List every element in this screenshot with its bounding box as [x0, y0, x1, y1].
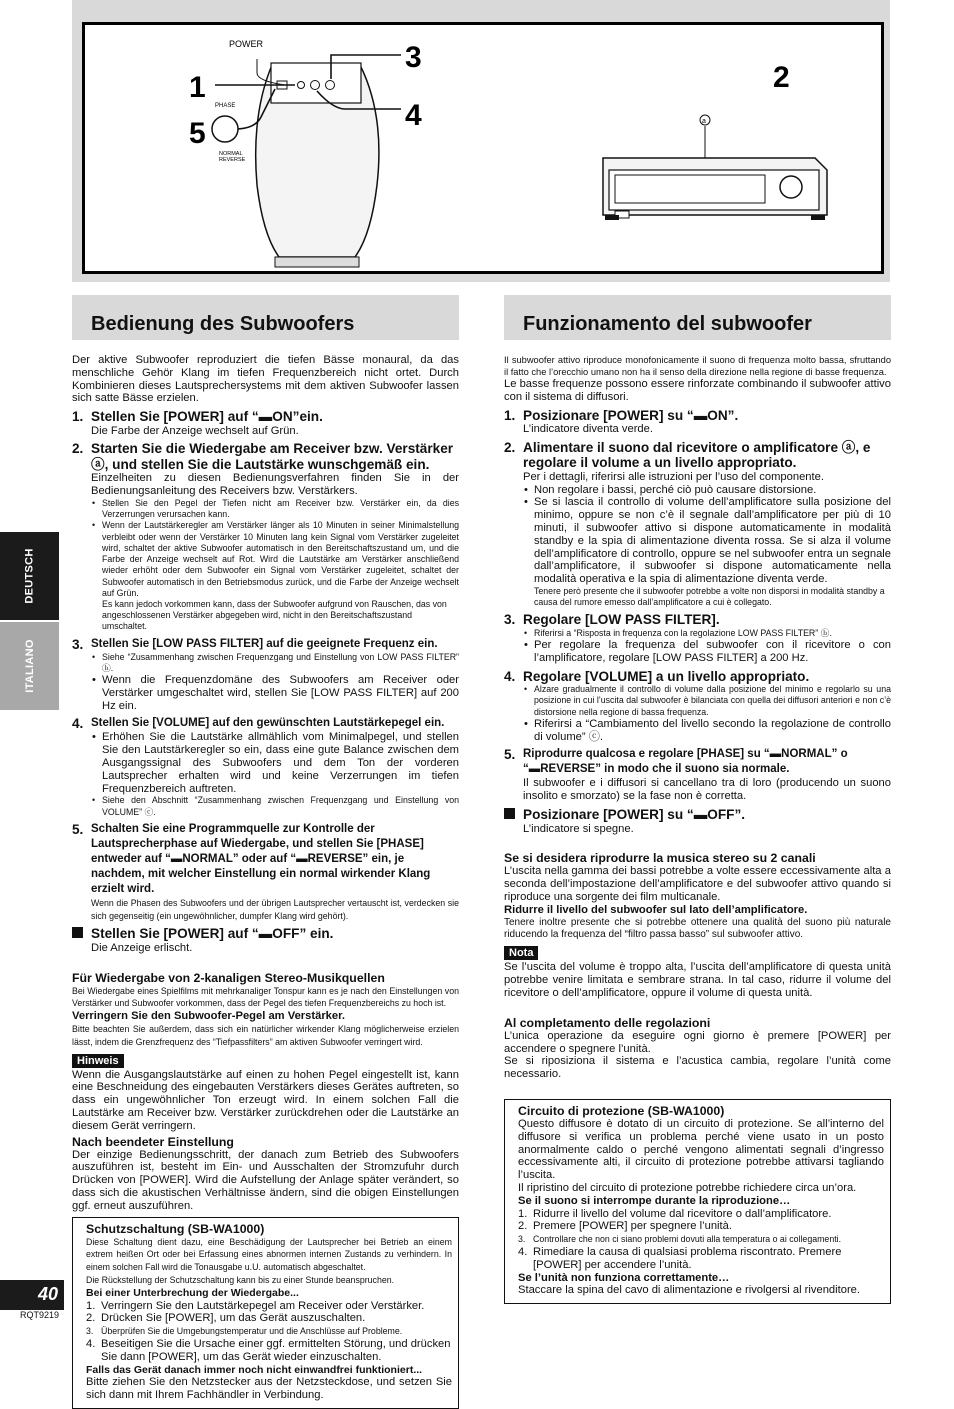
step-number: 4.: [72, 716, 84, 732]
list-item: 3. Überprüfen Sie die Umgebungstemperatur und die Anschlüsse auf Probleme.: [86, 1326, 403, 1337]
tab-deutsch-label: DEUTSCH: [23, 548, 36, 604]
bullet-item: • Non regolare i bassi, perché ciò può causare distorsione.: [523, 484, 891, 497]
step-note: Es kann jedoch vorkommen kann, dass der Subwoofer aufgrund von Rauschen, das von angeschlossenen Verstärker abgegeben wird, nicht in den Bereitschaftszustand umschaltet.: [102, 598, 447, 632]
after-text: Der einzige Bedienungsschritt, der danach zum Betrieb des Subwoofers auszuführen ist, besteht im Ein- und Ausschalten der Stromzufuhr durch Drücken von [POWER]. Wird die Aufstellung der Anlage später verändert, so dass sich die akustischen Verhältnisse ändern, sind die obigen Einstellungen ggf. erneut auszuführen.: [72, 1148, 459, 1212]
after-heading: Nach beendeter Einstellung: [72, 1134, 234, 1149]
list-item: 2. Drücken Sie [POWER], um das Gerät auszuschalten.: [86, 1312, 366, 1325]
list-item: 3. Controllare che non ci siano problemi dovuti alla temperatura o ai collegamenti.: [518, 1234, 842, 1245]
protection-title: Circuito di protezione (SB-WA1000): [518, 1103, 725, 1118]
stereo-heading: Se si desidera riprodurre la musica stereo su 2 canali: [504, 851, 816, 866]
step-description: Die Farbe der Anzeige wechselt auf Grün.: [91, 424, 299, 437]
step-title: Stellen Sie [POWER] auf “▬ON”ein.: [91, 409, 323, 425]
bullet-item: • Riferirsi a “Cambiamento del livello secondo la regolazione de controllo di volume” ⓒ.: [523, 718, 891, 744]
normal-label: NORMAL: [219, 151, 243, 157]
protection-end: Staccare la spina del cavo di alimentazione e rivolgersi al rivenditore.: [518, 1284, 861, 1297]
italian-step-off: [504, 807, 891, 835]
stereo-heading: Für Wiedergabe von 2-kanaligen Stereo-Musikquellen: [72, 970, 385, 985]
german-intro: Der aktive Subwoofer reproduziert die tiefen Bässe monaural, da das menschliche Gehör Klang im tiefen Frequenzbereich nicht ortet. Durch Kombinieren dieses Lautsprechersystems mit dem aktiven Subwoofer lassen sich satte Bässe erzielen.: [72, 354, 459, 405]
tab-italiano[interactable]: [0, 622, 59, 710]
step-description: Die Anzeige erlischt.: [91, 941, 193, 954]
step-title: Starten Sie die Wiedergabe am Receiver bzw. Verstärker ⓐ, und stellen Sie die Lautstärke wunschgemäß ein.: [91, 441, 454, 472]
step-note: Tenere però presente che il subwoofer potrebbe a volte non disporsi in modalità standby a causa del rumore emesso dall’amplificatore a cui è collegato.: [534, 586, 885, 608]
step-description: Il subwoofer e i diffusori si cancellano tra di loro (producendo un suono insolito e smorzato) se la fase non è corretta.: [523, 777, 891, 803]
after-heading: Al completamento delle regolazioni: [504, 1015, 711, 1030]
bullet-item: • Siehe den Abschnitt “Zusammenhang zwischen Frequenzgang und Einstellung von VOLUME” ⓒ.: [91, 795, 459, 817]
step-number: 2.: [72, 441, 84, 457]
german-step-off: [72, 926, 459, 954]
step-title: Stellen Sie [POWER] auf “▬OFF” ein.: [91, 926, 334, 942]
after-text-2: Se si riposiziona il sistema e l’acustica cambia, regolare l’unità come necessario.: [504, 1055, 891, 1081]
protection-sub-heading: Se l’unità non funziona correttamente…: [518, 1271, 730, 1284]
callout-1: 1: [189, 71, 206, 104]
list-item: 4. Rimediare la causa di qualsiasi problema riscontrato. Premere [POWER] per accendere l’unità.: [518, 1245, 842, 1271]
step-description: L’indicatore si spegne.: [523, 822, 634, 835]
german-step-1: [72, 409, 459, 437]
step-description: L’indicatore diventa verde.: [523, 423, 653, 436]
german-step-4: [72, 716, 459, 817]
step-title: Stellen Sie [LOW PASS FILTER] auf die geeignete Frequenz ein.: [91, 637, 438, 650]
callout-2: 2: [773, 61, 790, 94]
bullet-item: • Stellen Sie den Pegel der Tiefen nicht am Receiver bzw. Verstärker ein, da dies Verzerrungen verursachen kann.: [91, 498, 459, 520]
protection-box: [72, 1217, 459, 1409]
protection-sub-heading: Bei einer Unterbrechung der Wiedergabe...: [86, 1286, 299, 1299]
bullet-item: • Erhöhen Sie die Lautstärke allmählich vom Minimalpegel, und stellen Sie den Lautstärkeregler so ein, dass eine gute Balance zwischen dem Ausgangssignal des Subwoofers und dem Ton der vorderen Lautsprecher erhalten wird und keine Verzerrungen im tiefen Frequenzbereich auftreten.: [91, 731, 459, 795]
italian-step-3: [504, 612, 891, 664]
step-number: 5.: [504, 747, 516, 763]
protection-title: Schutzschaltung (SB-WA1000): [86, 1221, 265, 1236]
german-step-3: [72, 637, 459, 713]
bullet-item: • Alzare gradualmente il controllo di volume dalla posizione del minimo e regolarlo su una posizione in cui l’uscita dal subwoofer è bilanciata con quella dei diffusori anteriori e non c’è distorsione nella regione di bassa frequenza.: [523, 684, 891, 718]
square-bullet-icon: [504, 807, 515, 822]
tab-deutsch[interactable]: [0, 532, 59, 620]
italian-column: [504, 295, 891, 1304]
italian-intro: Le basse frequenze possono essere rinforzate combinando il subwoofer attivo con il sistema di diffusori.: [504, 378, 891, 403]
power-label: POWER: [229, 39, 264, 49]
italian-step-5: [504, 747, 891, 803]
subwoofer-illustration: [85, 25, 881, 271]
step-title: Alimentare il suono dal ricevitore o amplificatore ⓐ, e regolare il volume a un livello appropriato.: [523, 439, 871, 471]
italian-step-4: [504, 669, 891, 744]
italian-step-2: [504, 440, 891, 609]
step-title: Stellen Sie [VOLUME] auf den gewünschten Lautstärkepegel ein.: [91, 717, 445, 730]
italian-step-1: [504, 408, 891, 436]
document-code: RQT9219: [20, 1310, 60, 1320]
callout-4: 4: [405, 99, 422, 132]
protection-text: Diese Schaltung dient dazu, eine Beschädigung der Lautsprecher bei Betrieb an einem extrem heißen Ort oder bei Erfassung eines abnormen internen Zustands zu verhindern. In einem solchen Fall wird die Tonausgabe u.U. automatisch abgeschaltet.: [86, 1236, 452, 1273]
protection-box: [504, 1099, 891, 1304]
protection-text: Questo diffusore è dotato di un circuito di protezione. Se all’interno del diffusore si verifica un problema perché viene usato in un posto anormalmente caldo o perché vengono alimentati segnali d’ingresso eccessivamente alti, il circuito di protezione potrebbe attivarsi tagliando l’uscita.: [518, 1117, 884, 1182]
marker-a-label: a: [702, 118, 706, 125]
hint-label: Hinweis: [72, 1054, 124, 1068]
step-number: 3.: [504, 612, 516, 628]
page-number: 40: [0, 1280, 64, 1310]
step-title: Posizionare [POWER] su “▬OFF”.: [523, 807, 746, 823]
hint-text: Wenn die Ausgangslautstärke auf einen zu hohen Pegel eingestellt ist, kann eine Beschneidung des eingebauten Verstärkers dieses Gerätes auftreten, so dass ein ungewöhnlicher Ton erzeugt wird. In einem solchen Fall die Lautstärke am Receiver bzw. Verstärker zurückdrehen oder die Lautstärke an diesem Gerät verringern.: [72, 1068, 459, 1132]
italian-intro-small: Il subwoofer attivo riproduce monofonicamente il suono di frequenza molto bassa, sfruttando il fatto che l’orecchio umano non ha il senso della direzione nella regione di basse frequenza.: [504, 355, 891, 377]
step-title: Schalten Sie eine Programmquelle zur Kontrolle der Lautsprecherphase auf Wiedergabe, und stellen Sie [PHASE] entweder auf “▬NORMAL” oder auf “▬REVERSE” ein, je nachdem, mit welcher Einstellung ein normal wirkender Klang erzielt wird.: [91, 822, 431, 895]
step-number: 4.: [504, 668, 516, 684]
list-item: 4. Beseitigen Sie die Ursache einer ggf. ermittelten Störung, und drücken Sie dann [POWER], um das Gerät wieder einzuschalten.: [86, 1337, 451, 1363]
step-number: 5.: [72, 821, 84, 837]
illustration-panel: [72, 0, 890, 282]
protection-text-2: Il ripristino del circuito di protezione potrebbe richiedere circa un’ora.: [518, 1181, 857, 1194]
bullet-item: • Wenn der Lautstärkeregler am Verstärker länger als 10 Minuten in seiner Minimalstellung verbleibt oder wenn der Verstärker 10 Minuten lang kein Signal vom Verstärker zugeleitet wird, schaltet der aktive Subwoofer automatisch in den Bereitschaftszustand um, und die Farbe der Anzeige wechselt auf Rot. Wird die Lautstärke am Verstärker anschließend wieder erhöht oder dem Subwoofer ein Signal vom Verstärker zugeleitet, schaltet der Subwoofer automatisch in den Betriebsmodus zurück, und die Farbe der Anzeige wechselt auf Grün.: [91, 520, 459, 598]
callout-3: 3: [405, 41, 422, 74]
german-step-5: [72, 822, 459, 923]
step-title: Posizionare [POWER] su “▬ON”.: [523, 407, 739, 423]
reverse-label: REVERSE: [219, 157, 246, 163]
protection-sub-heading: Falls das Gerät danach immer noch nicht einwandfrei funktioniert...: [86, 1363, 423, 1376]
german-section-title: Bedienung des Subwoofers: [72, 295, 459, 340]
protection-end: Bitte ziehen Sie den Netzstecker aus der Netzsteckdose, und setzen Sie sich dann mit Ihrem Fachhändler in Verbindung.: [86, 1376, 452, 1402]
list-item: 2. Premere [POWER] per spegnere l’unità.: [518, 1220, 732, 1233]
german-column: [72, 295, 459, 1409]
italian-section-title: Funzionamento del subwoofer: [504, 295, 891, 340]
list-item: 1. Verringern Sie den Lautstärkepegel am Receiver oder Verstärker.: [86, 1299, 425, 1312]
step-title: Regolare [LOW PASS FILTER].: [523, 612, 720, 628]
bullet-item: • Riferirsi a “Risposta in frequenza con la regolazione LOW PASS FILTER” ⓑ.: [523, 628, 891, 639]
stereo-text-2: Bitte beachten Sie außerdem, dass sich ein natürlicher wirkender Klang möglicherweise erzielen lässt, indem die Grenzfrequenz des “Tiefpassfilters” am aktiven Subwoofer verringert wird.: [72, 1023, 459, 1047]
stereo-text: L’uscita nella gamma dei bassi potrebbe a volte essere eccessivamente alta a seconda dell’impostazione dell’amplificatore e del subwoofer attivo quando si riproduce una sorgente dei film multicanale.: [504, 865, 891, 903]
step-number: 2.: [504, 439, 516, 455]
illustration-frame: [82, 22, 884, 274]
step-title: Riprodurre qualcosa e regolare [PHASE] su “▬NORMAL” o “▬REVERSE” in modo che il suono sia normale.: [523, 748, 848, 776]
tab-italiano-label: ITALIANO: [23, 639, 36, 693]
list-item: 1. Ridurre il livello del volume dal ricevitore o dall’amplificatore.: [518, 1207, 832, 1220]
stereo-text: Bei Wiedergabe eines Spielfilms mit mehrkanaliger Tonspur kann es je nach den Einstellungen von Verstärker und Subwoofer vorkommen, dass der Pegel des tiefen Frequenzbereichs zu hoch ist.: [72, 985, 459, 1009]
step-description: Per i dettagli, riferirsi alle istruzioni per l’uso del componente.: [523, 470, 824, 483]
after-text: L’unica operazione da eseguire ogni giorno è premere [POWER] per accendere o spegnere l’unità.: [504, 1029, 891, 1055]
stereo-bold: Ridurre il livello del subwoofer sul lato dell’amplificatore.: [504, 903, 808, 916]
protection-text-2: Die Rückstellung der Schutzschaltung kann bis zu einer Stunde beanspruchen.: [86, 1274, 395, 1285]
receiver-drawing: [603, 126, 827, 220]
step-number: 3.: [72, 636, 84, 652]
step-title: Regolare [VOLUME] a un livello appropriato.: [523, 668, 810, 684]
step-description: Wenn die Phasen des Subwoofers und der übrigen Lautsprecher vertauscht ist, verdecken sie sich gegenseitig (ein ungewöhnlicher, dumpfer Klang wird gehört).: [91, 897, 459, 921]
bullet-item: • Se si lascia il controllo di volume dell’amplificatore sulla posizione del minimo, oppure se non c’è il segnale dall’amplificatore per più di 10 minuti, il subwoofer attivo si dispone automaticamente in modalità standby e la spia di alimentazione diventa rossa. Se si alza il volume dell’amplificatore di controllo, oppure se nel subwoofer entra un segnale dall’amplificatore, il subwoofer si dispone automaticamente nella modalità operativa e la spia di alimentazione diventa verde.: [523, 496, 891, 586]
protection-sub-heading: Se il suono si interrompe durante la riproduzione…: [518, 1194, 791, 1207]
stereo-text-2: Tenere inoltre presente che si potrebbe ottenere una qualità del suono più naturale riducendo la frequenza del “filtro passa basso” sul subwoofer attivo.: [504, 916, 891, 940]
phase-label: PHASE: [215, 103, 236, 109]
hint-text: Se l’uscita del volume è troppo alta, l’uscita dell’amplificatore di questa unità potrebbe venire limitata e sembrare strana. In tal caso, ridurre il volume del ricevitore o dell’amplificatore, oppure il volume di questa unità.: [504, 961, 891, 999]
callout-5: 5: [189, 117, 206, 150]
bullet-item: • Wenn die Frequenzdomäne des Subwoofers am Receiver oder Verstärker umgeschaltet wird, stellen Sie [LOW PASS FILTER] auf 200 Hz ein.: [91, 674, 459, 712]
bullet-item: • Per regolare la frequenza del subwoofer con il ricevitore o con l’amplificatore, regolare [LOW PASS FILTER] a 200 Hz.: [523, 639, 891, 665]
step-number: 1.: [504, 407, 516, 423]
step-number: 1.: [72, 409, 84, 425]
step-description: Einzelheiten zu diesen Bedienungsverfahren finden Sie in der Bedienungsanleitung des Receivers bzw. Verstärkers.: [91, 472, 459, 498]
hint-label: Nota: [504, 946, 538, 960]
bullet-item: • Siehe “Zusammenhang zwischen Frequenzgang und Einstellung von LOW PASS FILTER” ⓑ.: [91, 652, 459, 674]
german-step-2: [72, 441, 459, 632]
stereo-bold: Verringern Sie den Subwoofer-Pegel am Verstärker.: [72, 1010, 345, 1023]
square-bullet-icon: [72, 926, 83, 941]
